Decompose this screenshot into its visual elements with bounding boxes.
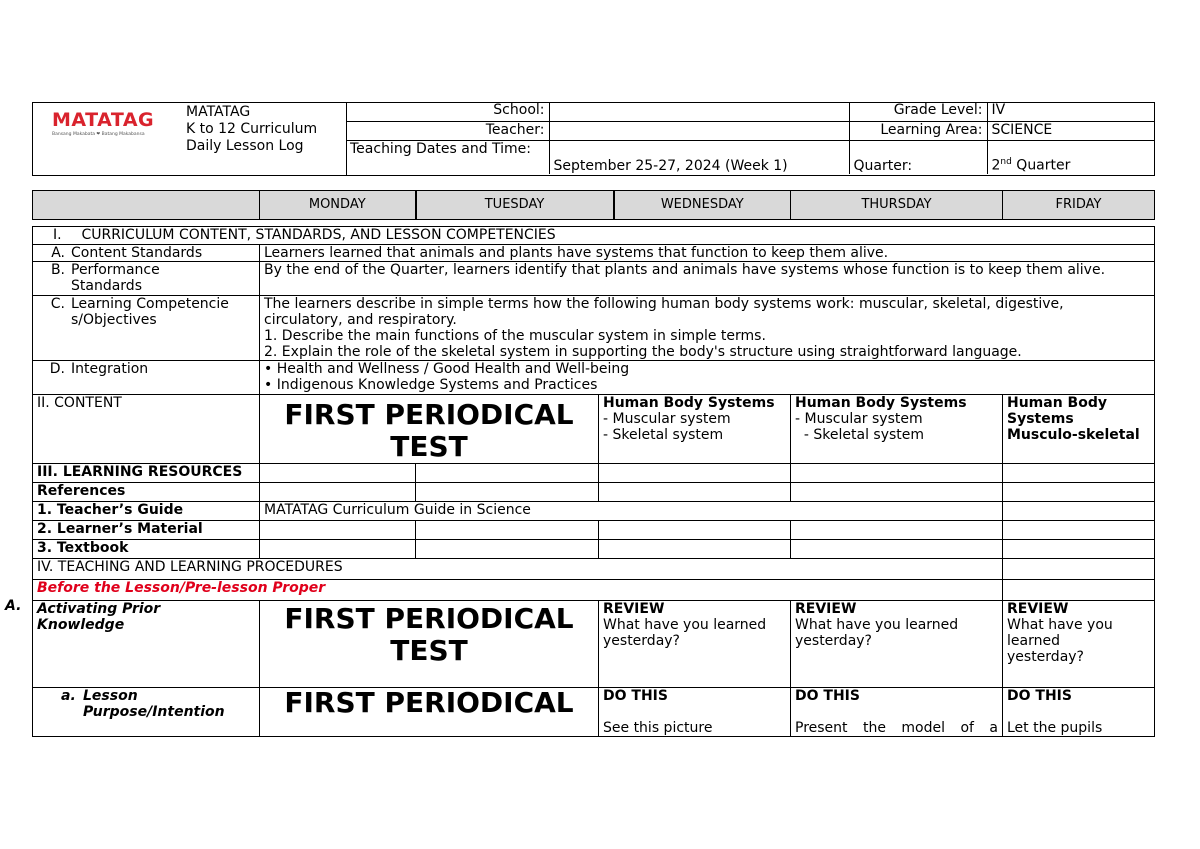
content-row <box>33 395 1155 464</box>
section-1-header: I. CURRICULUM CONTENT, STANDARDS, AND LESSON COMPETENCIES <box>33 227 1155 245</box>
wednesday-do-this: DO THIS See this picture <box>599 688 791 737</box>
day-tuesday: TUESDAY <box>484 197 545 212</box>
activating-label: Activating Prior Knowledge <box>33 601 260 688</box>
day-thursday: THURSDAY <box>791 191 1003 220</box>
area-label: Learning Area: <box>849 121 987 140</box>
document-title <box>186 104 317 155</box>
teachers-guide-label: 1. Teacher’s Guide <box>33 502 260 521</box>
performance-standards-value: By the end of the Quarter, learners identify that plants and animals have systems whose function is to keep them alive. <box>260 262 1155 296</box>
thursday-review: REVIEW What have you learned yesterday? <box>791 601 1003 688</box>
a-marker: A. <box>5 598 22 614</box>
learners-material-row <box>33 521 1155 540</box>
procedures-label: IV. TEACHING AND LEARNING PROCEDURES <box>33 559 1003 580</box>
integration-label: Integration <box>71 361 149 377</box>
performance-standards-row: B. Performance Standards By the end of the Quarter, learners identify that plants and animals have systems whose function is to keep them alive. <box>33 262 1155 296</box>
section-1-title: CURRICULUM CONTENT, STANDARDS, AND LESSON COMPETENCIES <box>81 227 556 243</box>
lesson-log-table <box>32 190 1155 737</box>
before-lesson-row <box>33 580 1155 601</box>
procedures-row <box>33 559 1155 580</box>
grade-label: Grade Level: <box>849 102 987 121</box>
header-info-table <box>346 102 1155 174</box>
day-header-blank <box>33 191 260 220</box>
teachers-guide-row <box>33 502 1155 521</box>
performance-standards-label: Performance Standards <box>71 262 160 294</box>
competencies-label: Learning Competencies/Objectives <box>71 296 229 328</box>
day-wednesday: WEDNESDAY <box>660 197 744 212</box>
integration-row: D. Integration • Health and Wellness / Good Health and Well-being • Indigenous Knowledge Systems and Practices <box>33 361 1155 395</box>
logo-text: MATATAG <box>52 109 155 131</box>
day-tuesday-wednesday <box>416 191 791 220</box>
logo-tagline: Bansang Makabata ❤ Batang Makabansa <box>52 132 145 137</box>
title-line-2: K to 12 Curriculum <box>186 121 318 137</box>
lesson-first-periodical: FIRST PERIODICAL <box>260 688 599 737</box>
lesson-purpose-row <box>33 688 1155 737</box>
references-label: References <box>33 483 260 502</box>
day-monday: MONDAY <box>260 191 416 220</box>
grade-value[interactable]: IV <box>987 102 1155 121</box>
dates-label: Teaching Dates and Time: <box>346 140 549 174</box>
title-line-3: Daily Lesson Log <box>186 138 304 154</box>
competencies-value: The learners describe in simple terms how the following human body systems work: muscular, skeletal, digestive, circulatory, and respiratory. 1. Describe the main functions of the muscular system in simple terms. 2. Explain the role of the skeletal system in supporting the body's structure using straightforward language. <box>260 296 1155 361</box>
textbook-row <box>33 540 1155 559</box>
activating-prior-knowledge-row <box>33 601 1155 688</box>
textbook-label: 3. Textbook <box>33 540 260 559</box>
learners-material-label: 2. Learner’s Material <box>33 521 260 540</box>
teacher-value[interactable] <box>549 121 849 140</box>
resources-row <box>33 464 1155 483</box>
activating-first-periodical-test: FIRST PERIODICAL TEST <box>260 601 599 688</box>
school-label: School: <box>346 102 549 121</box>
content-label: II. CONTENT <box>33 395 260 464</box>
quarter-label: Quarter: <box>849 140 987 174</box>
monday-tuesday-first-periodical-test: FIRST PERIODICAL TEST <box>260 395 599 464</box>
friday-content: Human Body Systems Musculo-skeletal <box>1003 395 1155 464</box>
quarter-value[interactable]: 2nd Quarter <box>987 140 1155 174</box>
wednesday-content: Human Body Systems - Muscular system - Skeletal system <box>599 395 791 464</box>
teacher-label: Teacher: <box>346 121 549 140</box>
matatag-logo <box>52 109 162 139</box>
day-header-row <box>33 191 1155 220</box>
integration-value: • Health and Wellness / Good Health and Well-being • Indigenous Knowledge Systems and Practices <box>260 361 1155 395</box>
thursday-content: Human Body Systems - Muscular system - Skeletal system <box>791 395 1003 464</box>
friday-review: REVIEW What have you learned yesterday? <box>1003 601 1155 688</box>
lesson-purpose-label: a. Lesson Purpose/Intention <box>33 688 260 737</box>
dates-value[interactable]: September 25-27, 2024 (Week 1) <box>549 140 849 174</box>
content-standards-row: A. Content Standards Learners learned that animals and plants have systems that function to keep them alive. <box>33 245 1155 262</box>
teachers-guide-value: MATATAG Curriculum Guide in Science <box>260 502 1003 521</box>
references-row <box>33 483 1155 502</box>
thursday-do-this: DO THIS Present the model of a <box>791 688 1003 737</box>
school-value[interactable] <box>549 102 849 121</box>
content-standards-label: Content Standards <box>71 245 203 261</box>
before-lesson-label: Before the Lesson/Pre-lesson Proper <box>33 580 1003 601</box>
area-value[interactable]: SCIENCE <box>987 121 1155 140</box>
competencies-row: C. Learning Competencies/Objectives The learners describe in simple terms how the following human body systems work: muscular, skeletal, digestive, circulatory, and respiratory. 1. Describe the main functions of the muscular system in simple terms. 2. Explain the role of the skeletal system in supporting the body's structure using straightforward language. <box>33 296 1155 361</box>
day-friday: FRIDAY <box>1003 191 1155 220</box>
wednesday-review: REVIEW What have you learned yesterday? <box>599 601 791 688</box>
friday-do-this: DO THIS Let the pupils <box>1003 688 1155 737</box>
content-standards-value: Learners learned that animals and plants have systems that function to keep them alive. <box>260 245 1155 262</box>
title-line-1: MATATAG <box>186 104 251 120</box>
resources-label: III. LEARNING RESOURCES <box>33 464 260 483</box>
